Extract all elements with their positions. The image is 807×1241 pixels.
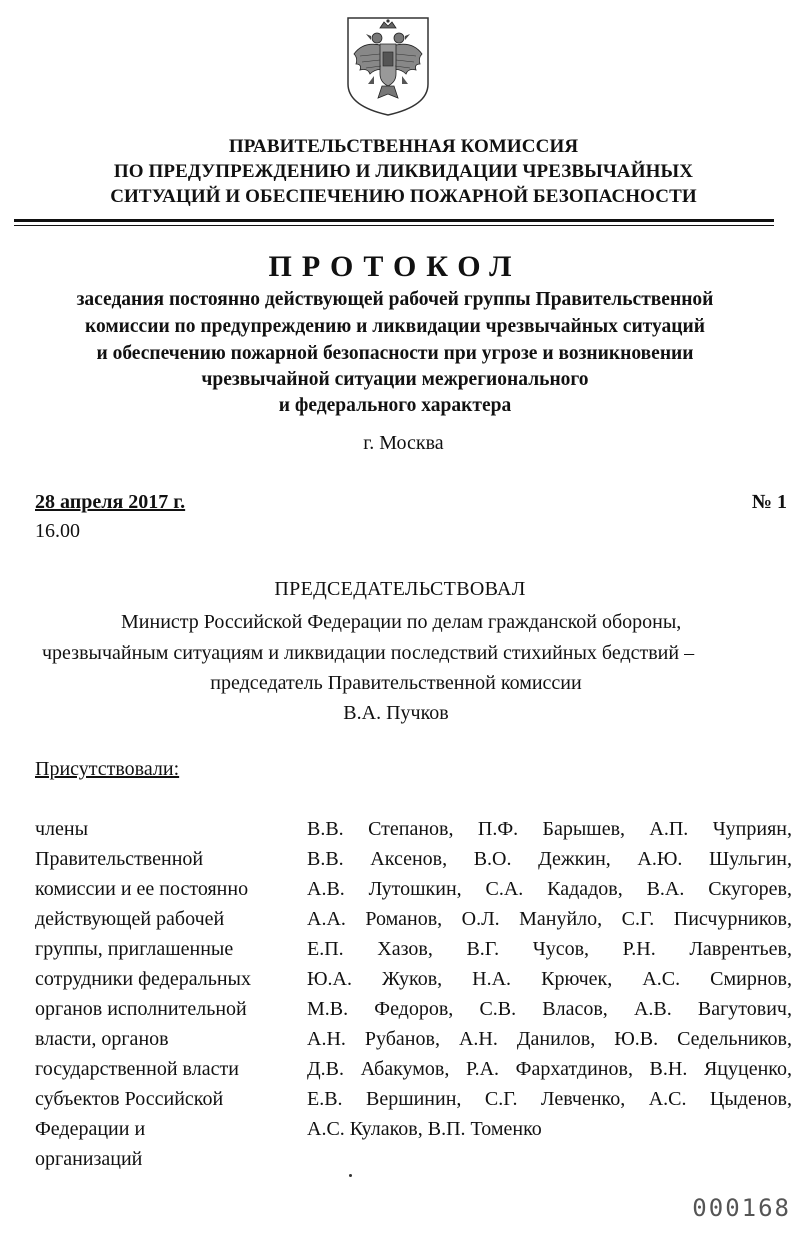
attendee-names-line: А.В. Лутошкин, С.А. Кададов, В.А. Скугорев,: [307, 878, 792, 900]
attendee-names-line: А.С. Кулаков, В.П. Томенко: [307, 1118, 542, 1140]
attendee-names-line: М.В. Федоров, С.В. Власов, А.В. Вагутович,: [307, 998, 792, 1020]
attendee-category-line: Правительственной: [35, 848, 204, 870]
attendee-category-line: Федерации и: [35, 1118, 146, 1140]
org-name-line: ПРАВИТЕЛЬСТВЕННАЯ КОМИССИЯ: [228, 136, 579, 157]
chair-line: Министр Российской Федерации по делам гражданской обороны,: [121, 611, 682, 633]
scan-speck: [349, 1174, 352, 1177]
subtitle-line: и обеспечению пожарной безопасности при угрозе и возникновении: [96, 343, 694, 364]
attendee-category-line: власти, органов: [35, 1028, 169, 1050]
chair-name: В.А. Пучков: [343, 702, 449, 724]
document-title: ПРОТОКОЛ: [268, 250, 522, 283]
attendee-category-line: действующей рабочей: [35, 908, 225, 930]
chair-line: председатель Правительственной комиссии: [210, 672, 582, 694]
attendee-names-line: Е.В. Вершинин, С.Г. Левченко, А.С. Цыденов,: [307, 1088, 792, 1110]
subtitle-line: комиссии по предупреждению и ликвидации чрезвычайных ситуаций: [85, 316, 705, 337]
subtitle-line: заседания постоянно действующей рабочей группы Правительственной: [76, 289, 714, 310]
attendee-category-line: органов исполнительной: [35, 998, 247, 1020]
coat-of-arms-icon: [344, 14, 432, 118]
attendee-names-line: Ю.А. Жуков, Н.А. Крючек, А.С. Смирнов,: [307, 968, 792, 990]
org-name-line: СИТУАЦИЙ И ОБЕСПЕЧЕНИЮ ПОЖАРНОЙ БЕЗОПАСНОСТИ: [110, 186, 697, 207]
chair-heading: ПРЕДСЕДАТЕЛЬСТВОВАЛ: [274, 578, 526, 600]
attendee-category-line: группы, приглашенные: [35, 938, 234, 960]
subtitle-line: и федерального характера: [278, 395, 512, 416]
subtitle-line: чрезвычайной ситуации межрегионального: [201, 369, 589, 390]
attendee-category-line: государственной власти: [35, 1058, 239, 1080]
chair-line: чрезвычайным ситуациям и ликвидации последствий стихийных бедствий –: [42, 642, 695, 664]
attendee-names-line: Е.П. Хазов, В.Г. Чусов, Р.Н. Лаврентьев,: [307, 938, 792, 960]
attendee-category-line: члены: [35, 818, 89, 840]
attendee-names-line: Д.В. Абакумов, Р.А. Фархатдинов, В.Н. Яцуценко,: [307, 1058, 792, 1080]
attendee-names-line: А.Н. Рубанов, А.Н. Данилов, Ю.В. Седельников,: [307, 1028, 792, 1050]
city: г. Москва: [363, 432, 444, 454]
attendee-category-line: организаций: [35, 1148, 143, 1170]
attendee-names-line: В.В. Степанов, П.Ф. Барышев, А.П. Чуприян,: [307, 818, 792, 840]
attendee-names-line: В.В. Аксенов, В.О. Дежкин, А.Ю. Шульгин,: [307, 848, 792, 870]
attendee-category-line: сотрудники федеральных: [35, 968, 251, 990]
header-divider: [14, 219, 774, 229]
attendee-category-line: комиссии и ее постоянно: [35, 878, 249, 900]
meeting-time: 16.00: [35, 520, 80, 542]
protocol-number: № 1: [751, 491, 787, 513]
attendee-names-line: А.А. Романов, О.Л. Мануйло, С.Г. Писчурников,: [307, 908, 792, 930]
page-stamp-number: 000168: [692, 1194, 791, 1222]
attendance-heading: Присутствовали:: [35, 758, 180, 780]
attendee-category-line: субъектов Российской: [35, 1088, 224, 1110]
org-name-line: ПО ПРЕДУПРЕЖДЕНИЮ И ЛИКВИДАЦИИ ЧРЕЗВЫЧАЙНЫХ: [113, 161, 694, 182]
meeting-date: 28 апреля 2017 г.: [35, 491, 186, 513]
